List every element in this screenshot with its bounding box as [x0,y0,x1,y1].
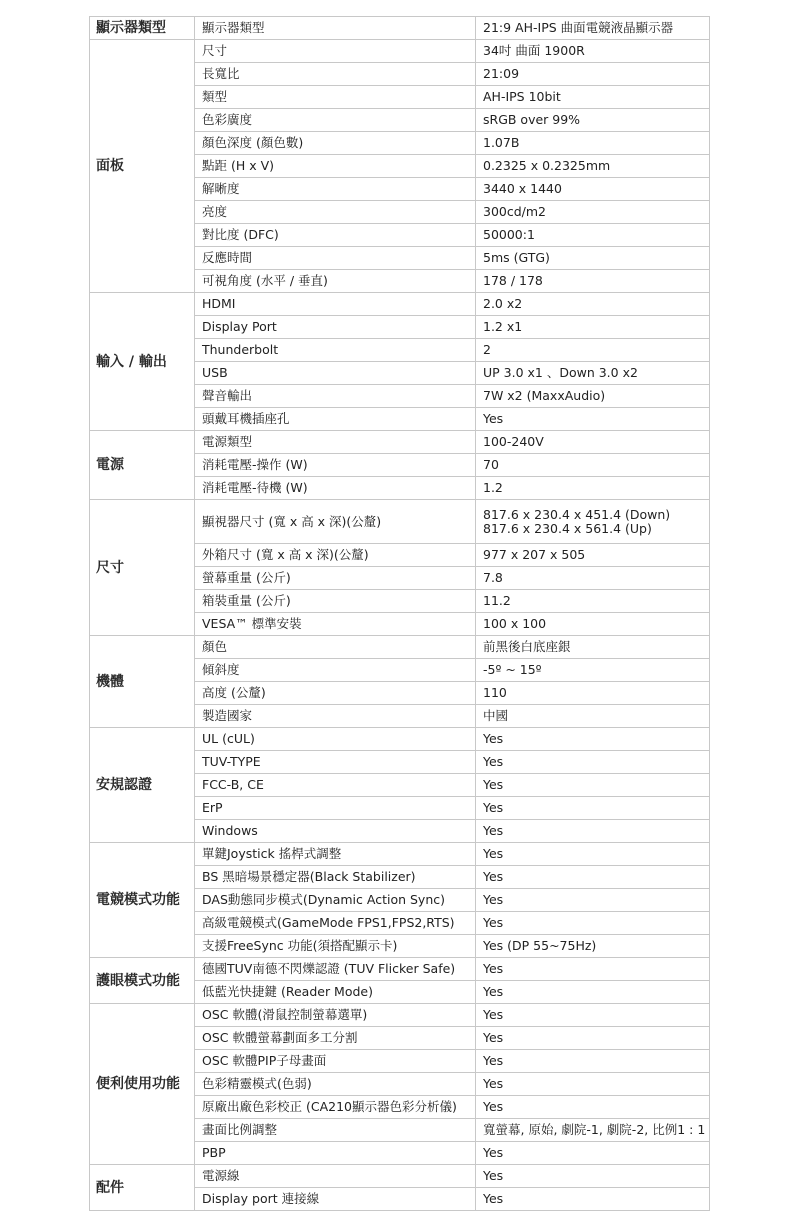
spec-label: DAS動態同步模式(Dynamic Action Sync) [195,889,476,912]
spec-value: Yes [476,797,710,820]
spec-label: 消耗電壓-待機 (W) [195,477,476,500]
spec-value: Yes [476,1142,710,1165]
spec-value: 中國 [476,705,710,728]
spec-label: 顯示器類型 [195,17,476,40]
spec-value: sRGB over 99% [476,109,710,132]
spec-label: 高級電競模式(GameMode FPS1,FPS2,RTS) [195,912,476,935]
spec-value: 1.2 x1 [476,316,710,339]
spec-value: Yes [476,751,710,774]
spec-value: 100-240V [476,431,710,454]
spec-row [90,40,710,63]
spec-value: 7.8 [476,567,710,590]
spec-label: 箱裝重量 (公斤) [195,590,476,613]
spec-label: USB [195,362,476,385]
category-cell: 尺寸 [90,500,195,636]
spec-label: 對比度 (DFC) [195,224,476,247]
spec-value: 21:9 AH-IPS 曲面電競液晶顯示器 [476,17,710,40]
spec-row [90,1004,710,1027]
spec-label: Display port 連接線 [195,1188,476,1211]
spec-label: Thunderbolt [195,339,476,362]
spec-row [90,293,710,316]
spec-label: 消耗電壓-操作 (W) [195,454,476,477]
spec-value: Yes [476,408,710,431]
spec-label: 色彩廣度 [195,109,476,132]
spec-label: 反應時間 [195,247,476,270]
spec-label: VESA™ 標準安裝 [195,613,476,636]
spec-label: Display Port [195,316,476,339]
category-cell: 機體 [90,636,195,728]
spec-value: Yes [476,958,710,981]
spec-label: 點距 (H x V) [195,155,476,178]
spec-label: OSC 軟體PIP子母畫面 [195,1050,476,1073]
spec-label: 畫面比例調整 [195,1119,476,1142]
spec-value: 11.2 [476,590,710,613]
spec-label: 聲音輸出 [195,385,476,408]
spec-value: 寬螢幕, 原始, 劇院-1, 劇院-2, 比例1 : 1 [476,1119,710,1142]
spec-value: Yes [476,774,710,797]
spec-label: ErP [195,797,476,820]
spec-value: Yes [476,728,710,751]
spec-label: 支援FreeSync 功能(須搭配顯示卡) [195,935,476,958]
spec-label: 頭戴耳機插座孔 [195,408,476,431]
spec-value: Yes [476,1096,710,1119]
spec-label: 德國TUV南德不閃爍認證 (TUV Flicker Safe) [195,958,476,981]
spec-value: AH-IPS 10bit [476,86,710,109]
spec-value: Yes [476,1050,710,1073]
spec-value: 70 [476,454,710,477]
spec-row [90,958,710,981]
spec-row [90,728,710,751]
spec-value: 7W x2 (MaxxAudio) [476,385,710,408]
spec-label: PBP [195,1142,476,1165]
spec-value: 300cd/m2 [476,201,710,224]
spec-label: 低藍光快捷鍵 (Reader Mode) [195,981,476,1004]
spec-label: 色彩精靈模式(色弱) [195,1073,476,1096]
spec-label: 長寬比 [195,63,476,86]
spec-value: 前黑後白底座銀 [476,636,710,659]
spec-label: 螢幕重量 (公斤) [195,567,476,590]
spec-value: 34吋 曲面 1900R [476,40,710,63]
spec-value: Yes [476,1004,710,1027]
category-cell: 輸入 / 輸出 [90,293,195,431]
spec-value: -5º ~ 15º [476,659,710,682]
spec-table [89,16,710,1211]
category-cell: 安規認證 [90,728,195,843]
spec-value: Yes [476,981,710,1004]
spec-label: 解晰度 [195,178,476,201]
spec-label: 原廠出廠色彩校正 (CA210顯示器色彩分析儀) [195,1096,476,1119]
category-cell: 顯示器類型 [90,17,195,40]
spec-row [90,636,710,659]
spec-row [90,500,710,544]
spec-label: HDMI [195,293,476,316]
spec-row [90,1165,710,1188]
spec-label: TUV-TYPE [195,751,476,774]
spec-value: Yes [476,912,710,935]
spec-value: 100 x 100 [476,613,710,636]
spec-label: 顯視器尺寸 (寬 x 高 x 深)(公釐) [195,500,476,544]
category-cell: 電競模式功能 [90,843,195,958]
spec-label: Windows [195,820,476,843]
spec-label: 類型 [195,86,476,109]
spec-value: 2 [476,339,710,362]
spec-value: Yes [476,1188,710,1211]
category-cell: 便利使用功能 [90,1004,195,1165]
spec-value: 1.07B [476,132,710,155]
spec-value: 21:09 [476,63,710,86]
spec-value: 178 / 178 [476,270,710,293]
spec-value: Yes [476,889,710,912]
spec-label: OSC 軟體(滑鼠控制螢幕選單) [195,1004,476,1027]
category-cell: 面板 [90,40,195,293]
category-cell: 配件 [90,1165,195,1211]
spec-label: 尺寸 [195,40,476,63]
spec-label: FCC-B, CE [195,774,476,797]
spec-value: Yes (DP 55~75Hz) [476,935,710,958]
spec-value: 50000:1 [476,224,710,247]
spec-value: 110 [476,682,710,705]
spec-value: Yes [476,820,710,843]
spec-label: 顏色深度 (顏色數) [195,132,476,155]
spec-label: 製造國家 [195,705,476,728]
spec-value: 1.2 [476,477,710,500]
spec-label: BS 黑暗場景穩定器(Black Stabilizer) [195,866,476,889]
spec-value: Yes [476,1165,710,1188]
spec-value: Yes [476,1073,710,1096]
spec-value: 3440 x 1440 [476,178,710,201]
spec-label: 外箱尺寸 (寬 x 高 x 深)(公釐) [195,544,476,567]
spec-label: 高度 (公釐) [195,682,476,705]
category-cell: 電源 [90,431,195,500]
spec-value: 977 x 207 x 505 [476,544,710,567]
spec-value: 0.2325 x 0.2325mm [476,155,710,178]
spec-label: 電源線 [195,1165,476,1188]
spec-value: 817.6 x 230.4 x 451.4 (Down) 817.6 x 230.4 x 561.4 (Up) [476,500,710,544]
spec-row [90,843,710,866]
spec-label: 亮度 [195,201,476,224]
spec-label: 傾斜度 [195,659,476,682]
spec-row [90,17,710,40]
spec-label: 可視角度 (水平 / 垂直) [195,270,476,293]
spec-label: 顏色 [195,636,476,659]
spec-value: Yes [476,1027,710,1050]
spec-value: 5ms (GTG) [476,247,710,270]
spec-value: Yes [476,866,710,889]
spec-value: UP 3.0 x1 、Down 3.0 x2 [476,362,710,385]
spec-row [90,431,710,454]
spec-label: 電源類型 [195,431,476,454]
spec-label: UL (cUL) [195,728,476,751]
spec-value: Yes [476,843,710,866]
spec-table-body [90,17,710,1211]
spec-label: 單鍵Joystick 搖桿式調整 [195,843,476,866]
category-cell: 護眼模式功能 [90,958,195,1004]
spec-value: 2.0 x2 [476,293,710,316]
spec-label: OSC 軟體螢幕劃面多工分割 [195,1027,476,1050]
